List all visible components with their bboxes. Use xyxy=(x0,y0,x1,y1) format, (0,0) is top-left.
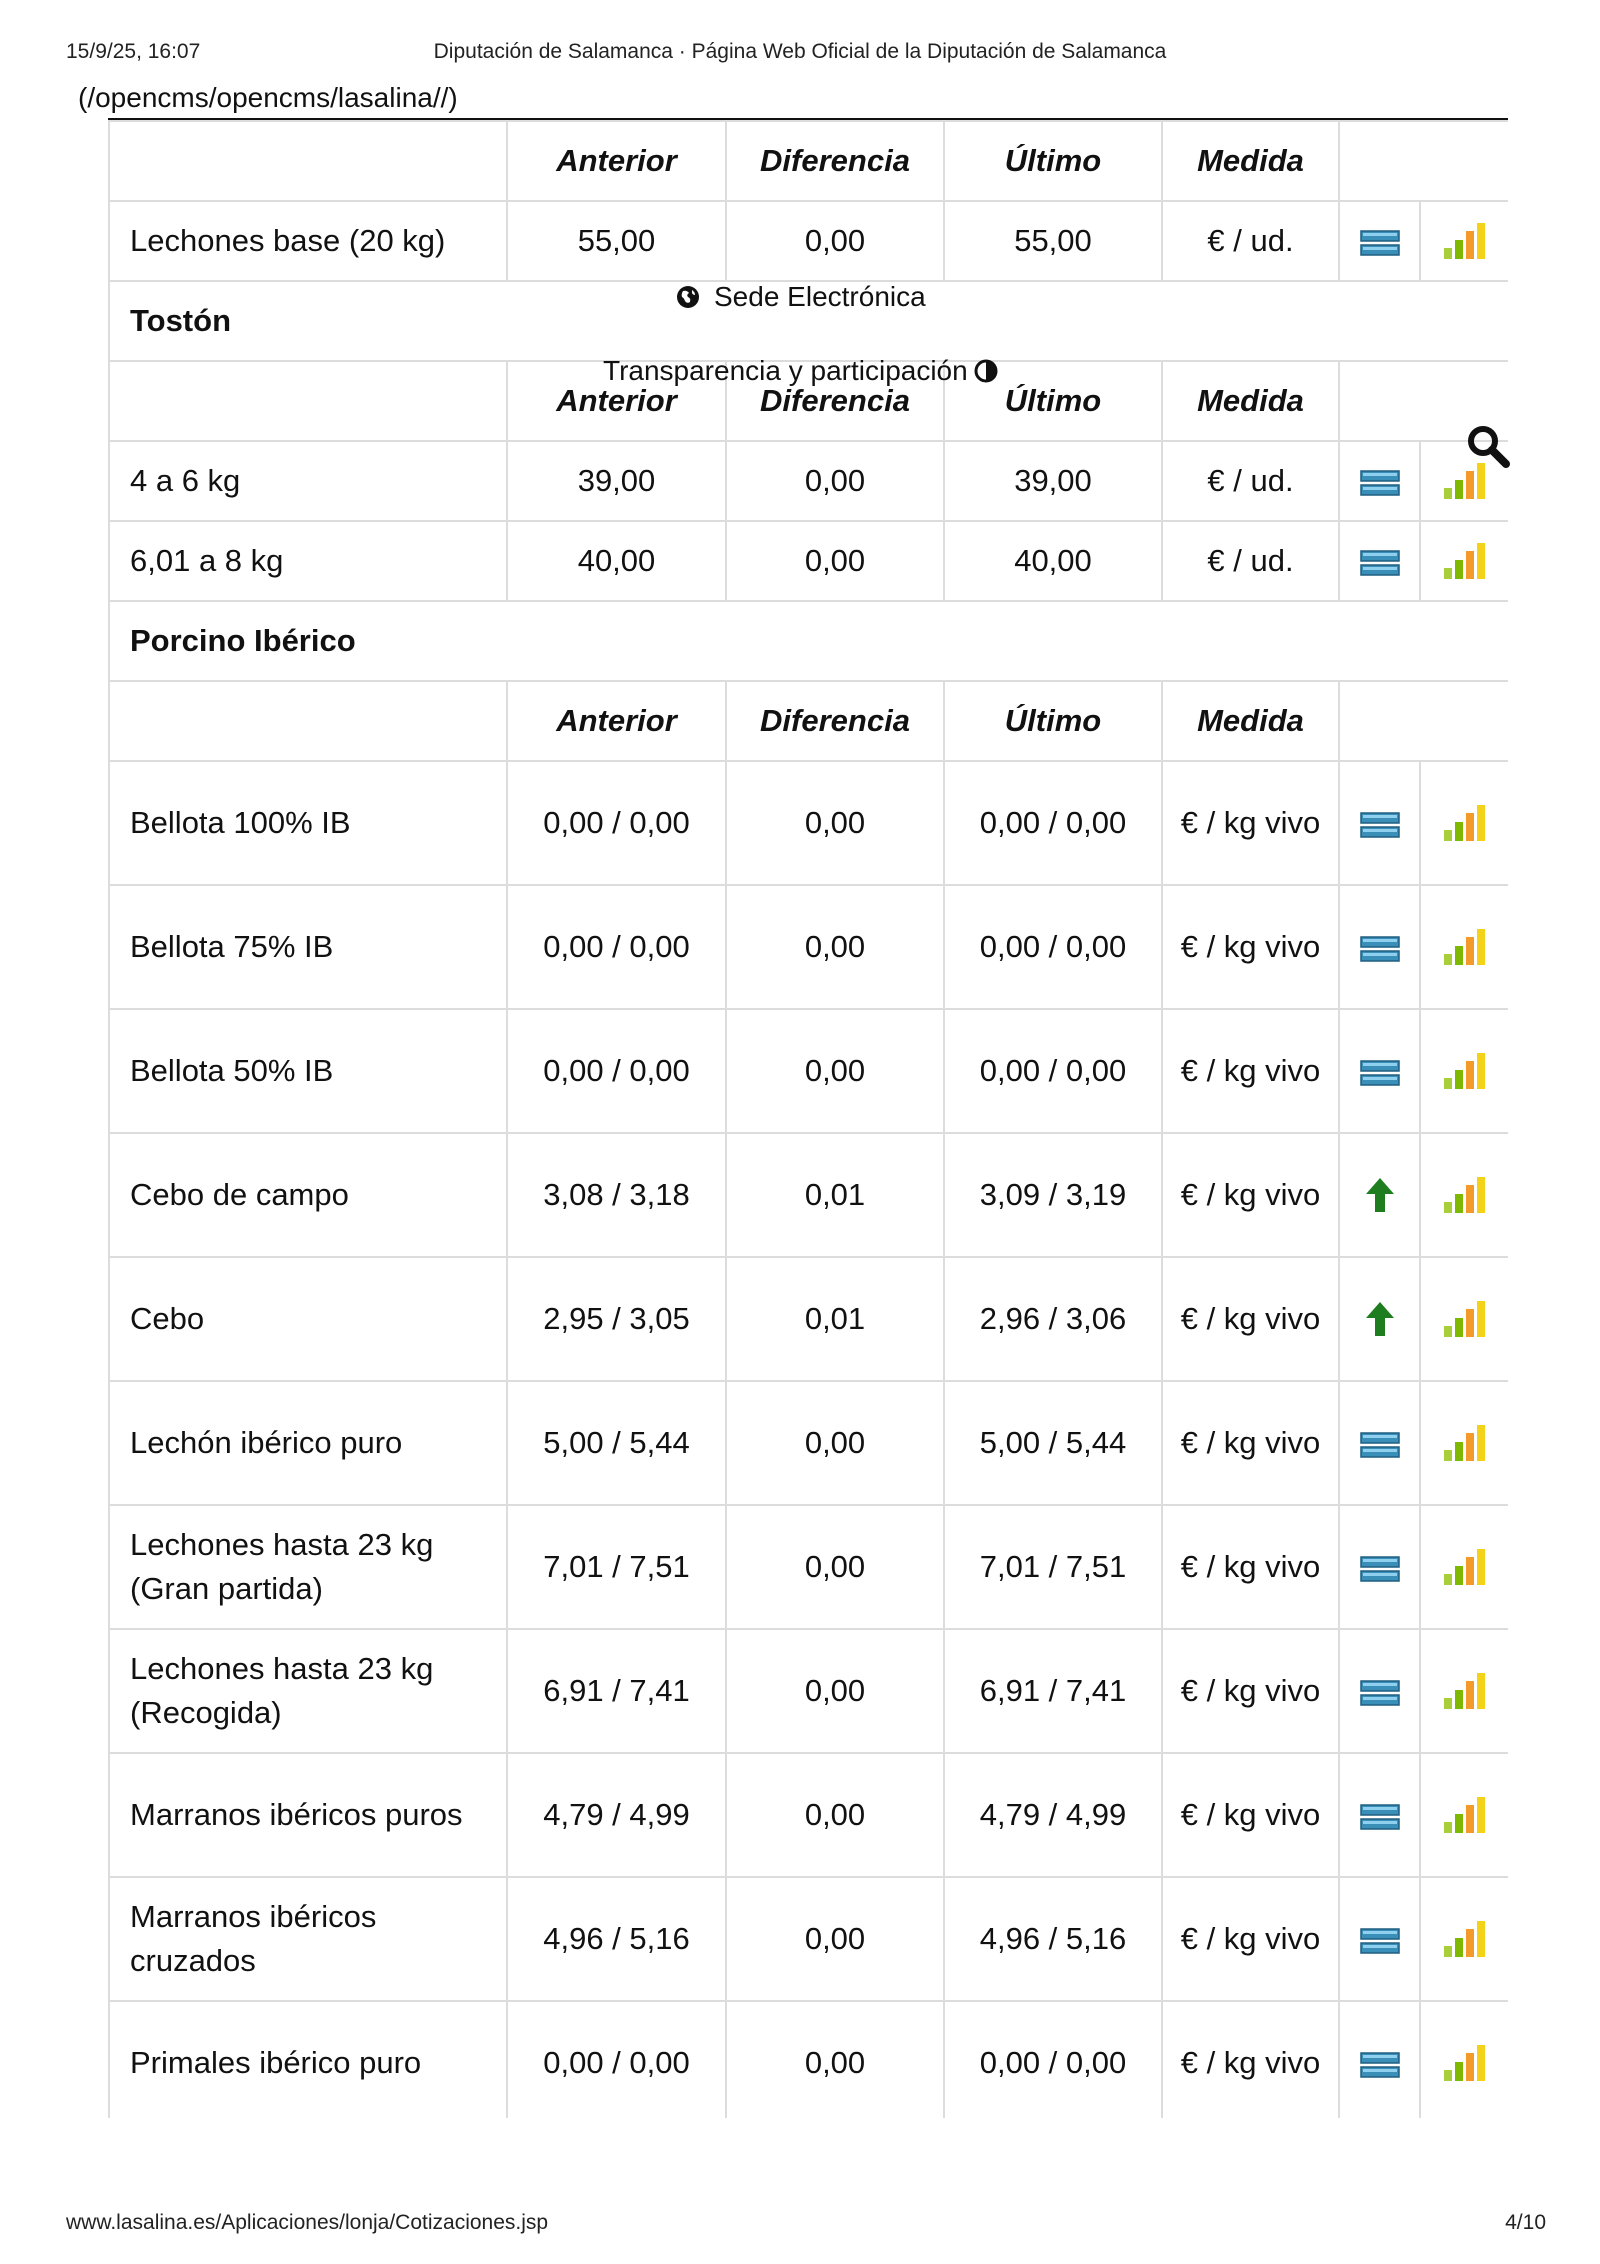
product-name: Marranos ibéricos puros xyxy=(109,1753,507,1877)
equal-bars-icon xyxy=(1360,1431,1400,1459)
header-blank xyxy=(109,121,507,201)
header-blank xyxy=(109,681,507,761)
equal-bars-icon xyxy=(1360,1555,1400,1583)
chart-cell[interactable] xyxy=(1420,1133,1508,1257)
ultimo-value: 0,00 / 0,00 xyxy=(944,885,1162,1009)
table-row xyxy=(109,1133,1508,1257)
anterior-value: 4,79 / 4,99 xyxy=(507,1753,726,1877)
unit-value: € / kg vivo xyxy=(1162,1381,1339,1505)
unit-value: € / kg vivo xyxy=(1162,1753,1339,1877)
unit-value: € / kg vivo xyxy=(1162,1629,1339,1753)
diferencia-value: 0,00 xyxy=(726,885,944,1009)
bar-chart-icon[interactable] xyxy=(1443,1548,1487,1586)
trend-cell xyxy=(1339,1257,1420,1381)
arrow-up-icon xyxy=(1364,1300,1396,1338)
trend-cell xyxy=(1339,885,1420,1009)
anterior-value: 0,00 / 0,00 xyxy=(507,2001,726,2118)
ultimo-value: 55,00 xyxy=(944,201,1162,281)
anterior-value: 40,00 xyxy=(507,521,726,601)
globe-icon xyxy=(676,285,700,309)
trend-cell xyxy=(1339,1753,1420,1877)
product-name: Bellota 75% IB xyxy=(109,885,507,1009)
product-name: Lechón ibérico puro xyxy=(109,1381,507,1505)
product-name: 6,01 a 8 kg xyxy=(109,521,507,601)
chart-cell[interactable] xyxy=(1420,1753,1508,1877)
page-title: Diputación de Salamanca · Página Web Oficial de la Diputación de Salamanca xyxy=(433,40,1167,63)
trend-cell xyxy=(1339,1877,1420,2001)
table-row xyxy=(109,2001,1508,2118)
diferencia-value: 0,00 xyxy=(726,1009,944,1133)
bar-chart-icon[interactable] xyxy=(1443,804,1487,842)
bar-chart-icon[interactable] xyxy=(1443,1424,1487,1462)
chart-cell[interactable] xyxy=(1420,1257,1508,1381)
diferencia-value: 0,01 xyxy=(726,1133,944,1257)
unit-value: € / kg vivo xyxy=(1162,1877,1339,2001)
column-header-row xyxy=(109,121,1508,201)
diferencia-value: 0,00 xyxy=(726,1505,944,1629)
trend-cell xyxy=(1339,1505,1420,1629)
table-row xyxy=(109,885,1508,1009)
arrow-up-icon xyxy=(1364,1176,1396,1214)
transparencia-label: Transparencia y participación xyxy=(603,355,968,386)
header-medida: Medida xyxy=(1162,361,1339,441)
chart-cell[interactable] xyxy=(1420,761,1508,885)
chart-cell[interactable] xyxy=(1420,1381,1508,1505)
header-medida: Medida xyxy=(1162,681,1339,761)
table-row xyxy=(109,1381,1508,1505)
trend-cell xyxy=(1339,2001,1420,2118)
ultimo-value: 4,79 / 4,99 xyxy=(944,1753,1162,1877)
search-icon xyxy=(1466,424,1510,468)
trend-cell xyxy=(1339,441,1420,521)
chart-cell[interactable] xyxy=(1420,1877,1508,2001)
unit-value: € / kg vivo xyxy=(1162,2001,1339,2118)
product-name: Cebo xyxy=(109,1257,507,1381)
transparencia-link[interactable] xyxy=(603,355,998,387)
product-name: Bellota 50% IB xyxy=(109,1009,507,1133)
chart-cell[interactable] xyxy=(1420,1009,1508,1133)
product-name: Primales ibérico puro xyxy=(109,2001,507,2118)
header-diferencia: Diferencia xyxy=(726,361,944,441)
diferencia-value: 0,00 xyxy=(726,1629,944,1753)
table-row xyxy=(109,1629,1508,1753)
anterior-value: 0,00 / 0,00 xyxy=(507,885,726,1009)
prices-table-container xyxy=(108,120,1508,2118)
bar-chart-icon[interactable] xyxy=(1443,2044,1487,2082)
bar-chart-icon[interactable] xyxy=(1443,1176,1487,1214)
table-row xyxy=(109,1257,1508,1381)
unit-value: € / kg vivo xyxy=(1162,1009,1339,1133)
product-name: Bellota 100% IB xyxy=(109,761,507,885)
ultimo-value: 39,00 xyxy=(944,441,1162,521)
anterior-value: 6,91 / 7,41 xyxy=(507,1629,726,1753)
unit-value: € / ud. xyxy=(1162,201,1339,281)
ultimo-value: 0,00 / 0,00 xyxy=(944,761,1162,885)
header-diferencia: Diferencia xyxy=(726,681,944,761)
section-title-row xyxy=(109,601,1508,681)
trend-cell xyxy=(1339,1009,1420,1133)
footer-url: www.lasalina.es/Aplicaciones/lonja/Cotizaciones.jsp xyxy=(66,2211,549,2234)
print-date: 15/9/25, 16:07 xyxy=(66,40,201,63)
header-medida: Medida xyxy=(1162,121,1339,201)
equal-bars-icon xyxy=(1360,1679,1400,1707)
anterior-value: 5,00 / 5,44 xyxy=(507,1381,726,1505)
section-title: Porcino Ibérico xyxy=(109,601,1508,681)
unit-value: € / ud. xyxy=(1162,441,1339,521)
unit-value: € / ud. xyxy=(1162,521,1339,601)
header-ultimo: Último xyxy=(944,681,1162,761)
unit-value: € / kg vivo xyxy=(1162,1133,1339,1257)
trend-cell xyxy=(1339,1381,1420,1505)
diferencia-value: 0,00 xyxy=(726,2001,944,2118)
header-anterior: Anterior xyxy=(507,681,726,761)
product-name: Marranos ibéricos cruzados xyxy=(109,1877,507,2001)
diferencia-value: 0,00 xyxy=(726,1877,944,2001)
sede-electronica-link[interactable] xyxy=(676,281,926,313)
diferencia-value: 0,00 xyxy=(726,761,944,885)
diferencia-value: 0,01 xyxy=(726,1257,944,1381)
table-row xyxy=(109,441,1508,521)
sede-label: Sede Electrónica xyxy=(714,281,926,312)
diferencia-value: 0,00 xyxy=(726,1753,944,1877)
equal-bars-icon xyxy=(1360,1803,1400,1831)
bar-chart-icon[interactable] xyxy=(1443,1052,1487,1090)
ultimo-value: 2,96 / 3,06 xyxy=(944,1257,1162,1381)
chart-cell[interactable] xyxy=(1420,2001,1508,2118)
anterior-value: 3,08 / 3,18 xyxy=(507,1133,726,1257)
trend-cell xyxy=(1339,761,1420,885)
page-number: 4/10 xyxy=(1505,2211,1546,2234)
trend-cell xyxy=(1339,1629,1420,1753)
chart-cell[interactable] xyxy=(1420,885,1508,1009)
bar-chart-icon[interactable] xyxy=(1443,542,1487,580)
ultimo-value: 0,00 / 0,00 xyxy=(944,1009,1162,1133)
product-name: Cebo de campo xyxy=(109,1133,507,1257)
table-row xyxy=(109,521,1508,601)
diferencia-value: 0,00 xyxy=(726,521,944,601)
equal-bars-icon xyxy=(1360,229,1400,257)
diferencia-value: 0,00 xyxy=(726,1381,944,1505)
bar-chart-icon[interactable] xyxy=(1443,1796,1487,1834)
diferencia-value: 0,00 xyxy=(726,201,944,281)
ultimo-value: 3,09 / 3,19 xyxy=(944,1133,1162,1257)
header-ultimo: Último xyxy=(944,361,1162,441)
equal-bars-icon xyxy=(1360,935,1400,963)
chart-cell[interactable] xyxy=(1420,1629,1508,1753)
product-name: Lechones hasta 23 kg (Recogida) xyxy=(109,1629,507,1753)
header-ultimo: Último xyxy=(944,121,1162,201)
equal-bars-icon xyxy=(1360,811,1400,839)
equal-bars-icon xyxy=(1360,549,1400,577)
ultimo-value: 6,91 / 7,41 xyxy=(944,1629,1162,1753)
product-name: Lechones base (20 kg) xyxy=(109,201,507,281)
table-row xyxy=(109,1753,1508,1877)
contrast-icon[interactable] xyxy=(974,359,998,383)
table-row xyxy=(109,1877,1508,2001)
header-blank xyxy=(109,361,507,441)
bar-chart-icon[interactable] xyxy=(1443,1672,1487,1710)
bar-chart-icon[interactable] xyxy=(1443,928,1487,966)
product-name: 4 a 6 kg xyxy=(109,441,507,521)
anterior-value: 39,00 xyxy=(507,441,726,521)
header-icons-blank xyxy=(1339,121,1508,201)
ultimo-value: 7,01 / 7,51 xyxy=(944,1505,1162,1629)
search-button[interactable] xyxy=(1466,424,1510,473)
table-row xyxy=(109,1009,1508,1133)
prices-table xyxy=(108,120,1508,2118)
header-icons-blank xyxy=(1339,681,1508,761)
trend-cell xyxy=(1339,521,1420,601)
anterior-value: 7,01 / 7,51 xyxy=(507,1505,726,1629)
section-title: Tostón xyxy=(109,281,1508,361)
product-name: Lechones hasta 23 kg (Gran partida) xyxy=(109,1505,507,1629)
header-anterior: Anterior xyxy=(507,361,726,441)
ultimo-value: 40,00 xyxy=(944,521,1162,601)
equal-bars-icon xyxy=(1360,1927,1400,1955)
column-header-row xyxy=(109,681,1508,761)
unit-value: € / kg vivo xyxy=(1162,1257,1339,1381)
unit-value: € / kg vivo xyxy=(1162,1505,1339,1629)
table-row xyxy=(109,1505,1508,1629)
trend-cell xyxy=(1339,1133,1420,1257)
header-anterior: Anterior xyxy=(507,121,726,201)
anterior-value: 55,00 xyxy=(507,201,726,281)
table-row xyxy=(109,201,1508,281)
anterior-value: 4,96 / 5,16 xyxy=(507,1877,726,2001)
home-link[interactable]: (/opencms/opencms/lasalina//) xyxy=(78,82,458,113)
anterior-value: 2,95 / 3,05 xyxy=(507,1257,726,1381)
ultimo-value: 5,00 / 5,44 xyxy=(944,1381,1162,1505)
bar-chart-icon[interactable] xyxy=(1443,222,1487,260)
ultimo-value: 0,00 / 0,00 xyxy=(944,2001,1162,2118)
anterior-value: 0,00 / 0,00 xyxy=(507,761,726,885)
ultimo-value: 4,96 / 5,16 xyxy=(944,1877,1162,2001)
table-row xyxy=(109,761,1508,885)
bar-chart-icon[interactable] xyxy=(1443,1300,1487,1338)
chart-cell[interactable] xyxy=(1420,1505,1508,1629)
bar-chart-icon[interactable] xyxy=(1443,1920,1487,1958)
diferencia-value: 0,00 xyxy=(726,441,944,521)
header-diferencia: Diferencia xyxy=(726,121,944,201)
chart-cell[interactable] xyxy=(1420,521,1508,601)
unit-value: € / kg vivo xyxy=(1162,885,1339,1009)
unit-value: € / kg vivo xyxy=(1162,761,1339,885)
equal-bars-icon xyxy=(1360,1059,1400,1087)
chart-cell[interactable] xyxy=(1420,201,1508,281)
equal-bars-icon xyxy=(1360,2051,1400,2079)
equal-bars-icon xyxy=(1360,469,1400,497)
trend-cell xyxy=(1339,201,1420,281)
anterior-value: 0,00 / 0,00 xyxy=(507,1009,726,1133)
